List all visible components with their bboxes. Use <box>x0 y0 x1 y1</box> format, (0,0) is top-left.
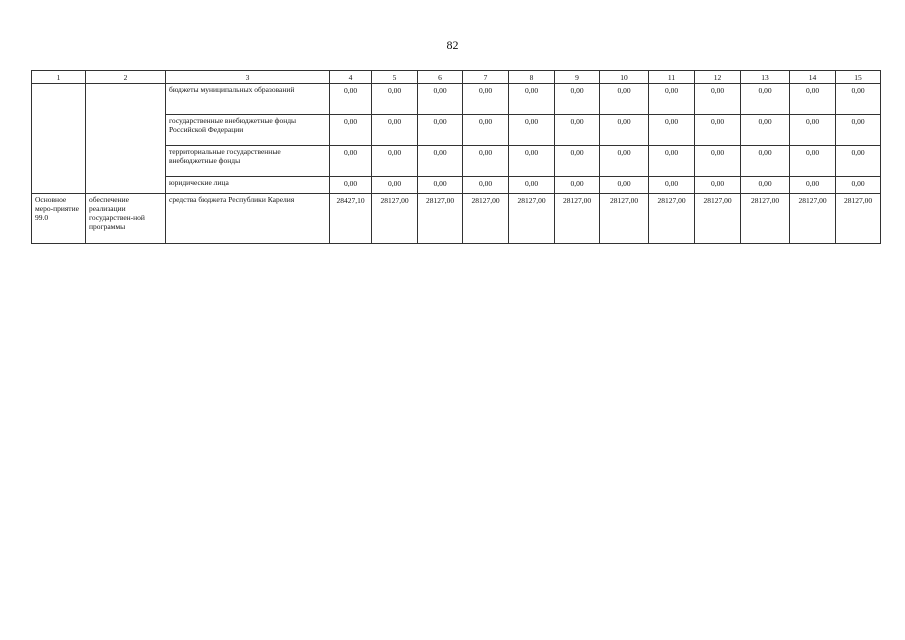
column-header: 5 <box>372 71 418 84</box>
value-cell: 28427,10 <box>330 194 372 244</box>
column-header: 2 <box>86 71 166 84</box>
value-cell: 0,00 <box>372 177 418 194</box>
budget-table <box>31 70 881 244</box>
column-header: 1 <box>32 71 86 84</box>
value-cell: 0,00 <box>741 146 790 177</box>
value-cell: 0,00 <box>330 84 372 115</box>
value-cell: 0,00 <box>600 84 649 115</box>
column-header: 10 <box>600 71 649 84</box>
value-cell: 0,00 <box>372 84 418 115</box>
value-cell: 0,00 <box>836 146 881 177</box>
value-cell: 0,00 <box>836 115 881 146</box>
value-cell: 0,00 <box>790 146 836 177</box>
value-cell: 0,00 <box>649 177 695 194</box>
funding-source-cell: бюджеты муниципальных образований <box>166 84 330 115</box>
column-header: 13 <box>741 71 790 84</box>
table-header-row <box>32 71 881 84</box>
value-cell: 0,00 <box>418 146 463 177</box>
value-cell: 28127,00 <box>695 194 741 244</box>
value-cell: 0,00 <box>330 115 372 146</box>
value-cell: 0,00 <box>372 146 418 177</box>
value-cell: 28127,00 <box>418 194 463 244</box>
value-cell: 0,00 <box>695 146 741 177</box>
column-header: 3 <box>166 71 330 84</box>
value-cell: 0,00 <box>418 84 463 115</box>
value-cell: 0,00 <box>509 84 555 115</box>
column-header: 9 <box>555 71 600 84</box>
value-cell: 0,00 <box>600 146 649 177</box>
measure-cell: Основное меро-приятие 99.0 <box>32 194 86 244</box>
value-cell: 28127,00 <box>600 194 649 244</box>
value-cell: 0,00 <box>555 146 600 177</box>
column-header: 15 <box>836 71 881 84</box>
value-cell: 28127,00 <box>790 194 836 244</box>
value-cell: 0,00 <box>509 177 555 194</box>
merged-name-cell <box>86 84 166 194</box>
table-row <box>32 194 881 244</box>
value-cell: 0,00 <box>418 115 463 146</box>
value-cell: 0,00 <box>790 84 836 115</box>
funding-source-cell: средства бюджета Республики Карелия <box>166 194 330 244</box>
value-cell: 0,00 <box>649 146 695 177</box>
value-cell: 0,00 <box>372 115 418 146</box>
value-cell: 0,00 <box>695 115 741 146</box>
value-cell: 0,00 <box>836 84 881 115</box>
value-cell: 28127,00 <box>463 194 509 244</box>
column-header: 12 <box>695 71 741 84</box>
value-cell: 0,00 <box>741 84 790 115</box>
column-header: 6 <box>418 71 463 84</box>
value-cell: 0,00 <box>600 115 649 146</box>
column-header: 4 <box>330 71 372 84</box>
value-cell: 28127,00 <box>836 194 881 244</box>
value-cell: 0,00 <box>741 177 790 194</box>
value-cell: 0,00 <box>330 177 372 194</box>
column-header: 11 <box>649 71 695 84</box>
funding-source-cell: территориальные государственные внебюджетные фонды <box>166 146 330 177</box>
value-cell: 0,00 <box>649 115 695 146</box>
value-cell: 0,00 <box>418 177 463 194</box>
value-cell: 28127,00 <box>741 194 790 244</box>
value-cell: 0,00 <box>463 177 509 194</box>
value-cell: 0,00 <box>600 177 649 194</box>
measure-name-cell: обеспечение реализации государствен-ной программы <box>86 194 166 244</box>
merged-measure-cell <box>32 84 86 194</box>
value-cell: 28127,00 <box>649 194 695 244</box>
value-cell: 0,00 <box>463 84 509 115</box>
value-cell: 0,00 <box>509 115 555 146</box>
value-cell: 0,00 <box>741 115 790 146</box>
value-cell: 28127,00 <box>509 194 555 244</box>
funding-source-cell: государственные внебюджетные фонды Российской Федерации <box>166 115 330 146</box>
funding-source-cell: юридические лица <box>166 177 330 194</box>
value-cell: 0,00 <box>555 84 600 115</box>
value-cell: 0,00 <box>790 177 836 194</box>
value-cell: 0,00 <box>463 146 509 177</box>
value-cell: 28127,00 <box>555 194 600 244</box>
value-cell: 0,00 <box>555 115 600 146</box>
value-cell: 0,00 <box>330 146 372 177</box>
column-header: 8 <box>509 71 555 84</box>
value-cell: 0,00 <box>509 146 555 177</box>
value-cell: 0,00 <box>649 84 695 115</box>
column-header: 7 <box>463 71 509 84</box>
value-cell: 0,00 <box>836 177 881 194</box>
value-cell: 0,00 <box>695 177 741 194</box>
column-header: 14 <box>790 71 836 84</box>
value-cell: 0,00 <box>695 84 741 115</box>
value-cell: 0,00 <box>555 177 600 194</box>
page-number: 82 <box>446 38 459 52</box>
value-cell: 0,00 <box>463 115 509 146</box>
value-cell: 28127,00 <box>372 194 418 244</box>
value-cell: 0,00 <box>790 115 836 146</box>
table-row <box>32 84 881 115</box>
